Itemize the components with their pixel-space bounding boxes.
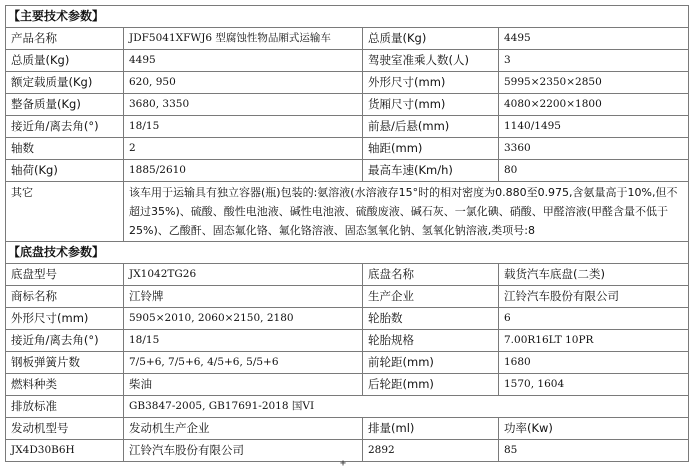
spec-label: 后轮距(mm)	[363, 374, 499, 396]
table-row	[6, 374, 689, 396]
spec-label: 总质量(Kg)	[363, 28, 499, 50]
spec-label: 货厢尺寸(mm)	[363, 94, 499, 116]
chassis-section-title: 【底盘技术参数】	[6, 242, 689, 264]
spec-value: 18/15	[124, 116, 363, 138]
emission-label: 排放标准	[6, 396, 124, 418]
table-row	[6, 72, 689, 94]
engine-header-cell: 功率(Kw)	[499, 418, 689, 440]
table-row	[6, 50, 689, 72]
spec-value: 3360	[499, 138, 689, 160]
table-row	[6, 94, 689, 116]
spec-value: 7/5+6, 7/5+6, 4/5+6, 5/5+6	[124, 352, 363, 374]
spec-label: 轴荷(Kg)	[6, 160, 124, 182]
spec-value: 1570, 1604	[499, 374, 689, 396]
crosshair-cursor-icon: +	[340, 458, 347, 469]
table-row	[6, 330, 689, 352]
spec-value: 3680, 3350	[124, 94, 363, 116]
spec-label: 商标名称	[6, 286, 124, 308]
spec-value: 4495	[499, 28, 689, 50]
spec-value: 江铃牌	[124, 286, 363, 308]
spec-value: JX1042TG26	[124, 264, 363, 286]
table-row	[6, 308, 689, 330]
chassis-section-header	[6, 242, 689, 264]
engine-cell: 85	[499, 440, 689, 462]
spec-value: 7.00R16LT 10PR	[499, 330, 689, 352]
table-row	[6, 352, 689, 374]
spec-value: 3	[499, 50, 689, 72]
spec-sheet	[5, 5, 688, 462]
engine-header-cell: 发动机生产企业	[124, 418, 363, 440]
spec-label: 外形尺寸(mm)	[363, 72, 499, 94]
spec-value: 2	[124, 138, 363, 160]
table-row	[6, 264, 689, 286]
engine-row	[6, 440, 689, 462]
spec-label: 生产企业	[363, 286, 499, 308]
spec-value: 4080×2200×1800	[499, 94, 689, 116]
emission-value: GB3847-2005, GB17691-2018 国VI	[124, 396, 689, 418]
spec-label: 接近角/离去角(°)	[6, 330, 124, 352]
other-row	[6, 182, 689, 242]
table-row	[6, 116, 689, 138]
engine-cell: JX4D30B6H	[6, 440, 124, 462]
spec-label: 轴距(mm)	[363, 138, 499, 160]
spec-label: 接近角/离去角(°)	[6, 116, 124, 138]
spec-value: 1885/2610	[124, 160, 363, 182]
spec-value: 5905×2010, 2060×2150, 2180	[124, 308, 363, 330]
other-description: 该车用于运输具有独立容器(瓶)包装的:氨溶液(水溶液存15°时的相对密度为0.880至0.975,含氨量高于10%,但不超过35%)、硫酸、酸性电池液、碱性电池液、硫酸废液、碱石灰、一氯化碘、硝酸、甲醛溶液(甲醛含量不低于25%)、乙酸酐、固态氟化铬、氟化铬溶液、固态氢氧化钠、氢氧化钠溶液,类项号:8	[124, 182, 689, 242]
spec-value: 80	[499, 160, 689, 182]
spec-value: 5995×2350×2850	[499, 72, 689, 94]
spec-value: 1680	[499, 352, 689, 374]
spec-label: 前悬/后悬(mm)	[363, 116, 499, 138]
spec-value: 620, 950	[124, 72, 363, 94]
main-section-header	[6, 6, 689, 28]
spec-label: 最高车速(Km/h)	[363, 160, 499, 182]
engine-header-cell: 排量(ml)	[363, 418, 499, 440]
engine-header-row	[6, 418, 689, 440]
spec-table	[5, 5, 689, 462]
spec-label: 额定载质量(Kg)	[6, 72, 124, 94]
engine-header-cell: 发动机型号	[6, 418, 124, 440]
spec-label: 总质量(Kg)	[6, 50, 124, 72]
spec-label: 钢板弹簧片数	[6, 352, 124, 374]
spec-value: 18/15	[124, 330, 363, 352]
engine-cell: 江铃汽车股份有限公司	[124, 440, 363, 462]
spec-value: 江铃汽车股份有限公司	[499, 286, 689, 308]
table-row	[6, 138, 689, 160]
spec-value: JDF5041XFWJ6 型腐蚀性物品厢式运输车	[124, 28, 363, 50]
spec-label: 轮胎数	[363, 308, 499, 330]
spec-label: 轴数	[6, 138, 124, 160]
spec-label: 前轮距(mm)	[363, 352, 499, 374]
spec-value: 4495	[124, 50, 363, 72]
other-label: 其它	[6, 182, 124, 242]
emission-row	[6, 396, 689, 418]
spec-label: 外形尺寸(mm)	[6, 308, 124, 330]
spec-label: 燃料种类	[6, 374, 124, 396]
table-row	[6, 286, 689, 308]
spec-value: 柴油	[124, 374, 363, 396]
spec-label: 底盘名称	[363, 264, 499, 286]
main-section-title: 【主要技术参数】	[6, 6, 689, 28]
table-row	[6, 160, 689, 182]
table-row	[6, 28, 689, 50]
spec-value: 载货汽车底盘(二类)	[499, 264, 689, 286]
engine-cell: 2892	[363, 440, 499, 462]
spec-label: 底盘型号	[6, 264, 124, 286]
spec-value: 1140/1495	[499, 116, 689, 138]
spec-label: 产品名称	[6, 28, 124, 50]
spec-label: 整备质量(Kg)	[6, 94, 124, 116]
spec-label: 轮胎规格	[363, 330, 499, 352]
spec-value: 6	[499, 308, 689, 330]
spec-label: 驾驶室准乘人数(人)	[363, 50, 499, 72]
